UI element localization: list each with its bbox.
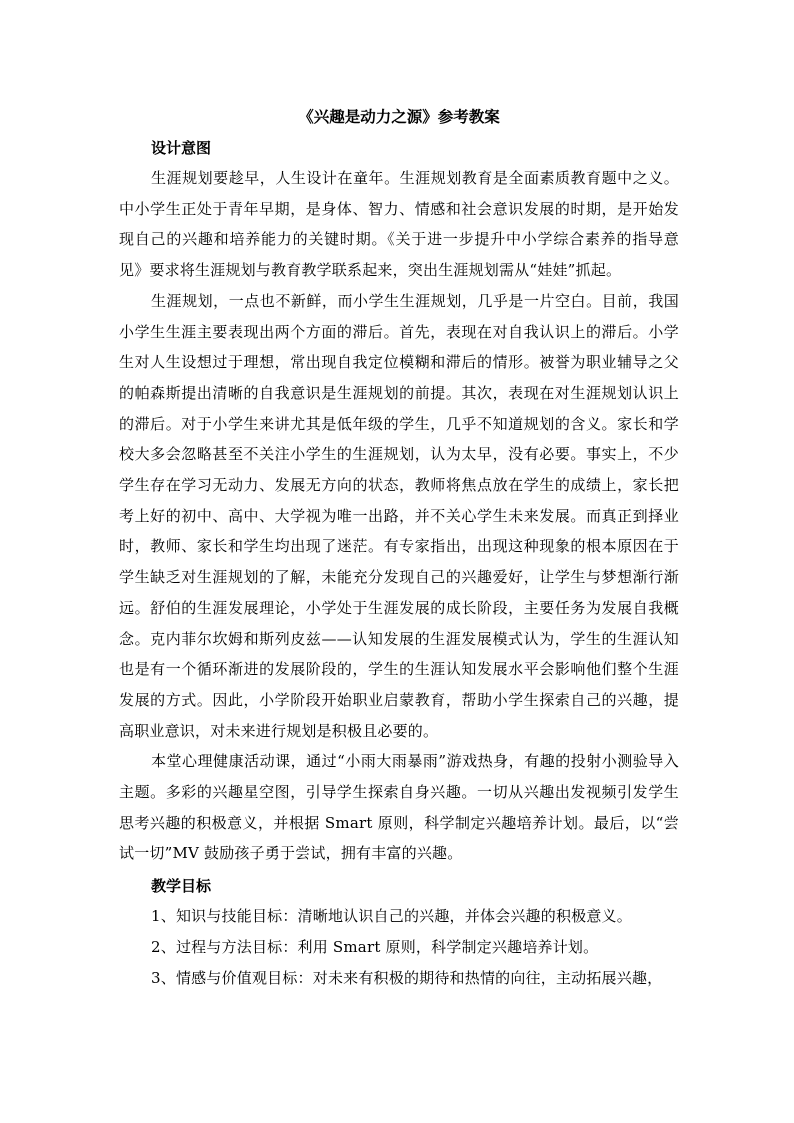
- paragraph: 生涯规划要趁早，人生设计在童年。生涯规划教育是全面素质教育题中之义。中小学生正处于青年早期，是身体、智力、情感和社会意识发展的时期，是开始发现自己的兴趣和培养能力的关键时期。《关于进一步提升中小学综合素养的指导意见》要求将生涯规划与教育教学联系起来，突出生涯规划需从“娃娃”抓起。: [119, 169, 679, 280]
- section-heading: 设计意图: [151, 139, 212, 157]
- document-title: 《兴趣是动力之源》参考教案: [298, 107, 500, 126]
- paragraph: 本堂心理健康活动课，通过“小雨大雨暴雨”游戏热身，有趣的投射小测验导入主题。多彩的兴趣星空图，引导学生探索自身兴趣。一切从兴趣出发视频引发学生思考兴趣的积极意义，并根据 Smart 原则，科学制定兴趣培养计划。最后，以“尝试一切”MV 鼓励孩子勇于尝试，拥有丰富的兴趣。: [119, 752, 679, 863]
- section-teaching-goals: [119, 871, 679, 993]
- section-design-intent: [119, 133, 679, 869]
- goal-item: 3、情感与价值观目标：对未来有积极的期待和热情的向往，主动拓展兴趣，: [151, 968, 663, 987]
- goal-item: 2、过程与方法目标：利用 Smart 原则，科学制定兴趣培养计划。: [151, 937, 599, 956]
- goal-item: 1、知识与技能目标：清晰地认识自己的兴趣，并体会兴趣的积极意义。: [151, 907, 632, 926]
- section-heading: 教学目标: [151, 877, 212, 896]
- paragraph: 生涯规划，一点也不新鲜，而小学生生涯规划，几乎是一片空白。目前，我国小学生生涯主要表现出两个方面的滞后。首先，表现在对自我认识上的滞后。小学生对人生设想过于理想，常出现自我定位模糊和滞后的情形。被誉为职业辅导之父的帕森斯提出清晰的自我意识是生涯规划的前提。其次，表现在对生涯规划认识上的滞后。对于小学生来讲尤其是低年级的学生，几乎不知道规划的含义。家长和学校大多会忽略甚至不关注小学生的生涯规划，认为太早，没有必要。事实上，不少学生存在学习无动力、发展无方向的状态，教师将焦点放在学生的成绩上，家长把考上好的初中、高中、大学视为唯一出路，并不关心学生未来发展。而真正到择业时，教师、家长和学生均出现了迷茫。有专家指出，出现这种现象的根本原因在于学生缺乏对生涯规划的了解，未能充分发现自己的兴趣爱好，让学生与梦想渐行渐远。舒伯的生涯发展理论，小学处于生涯发展的成长阶段，主要任务为发展自我概念。克内菲尔坎姆和斯列皮兹——认知发展的生涯发展模式认为，学生的生涯认知也是有一个循环渐进的发展阶段的，学生的生涯认知发展水平会影响他们整个生涯发展的方式。因此，小学阶段开始职业启蒙教育，帮助小学生探索自己的兴趣，提高职业意识，对未来进行规划是积极且必要的。: [119, 291, 679, 740]
- document-page: [119, 102, 679, 993]
